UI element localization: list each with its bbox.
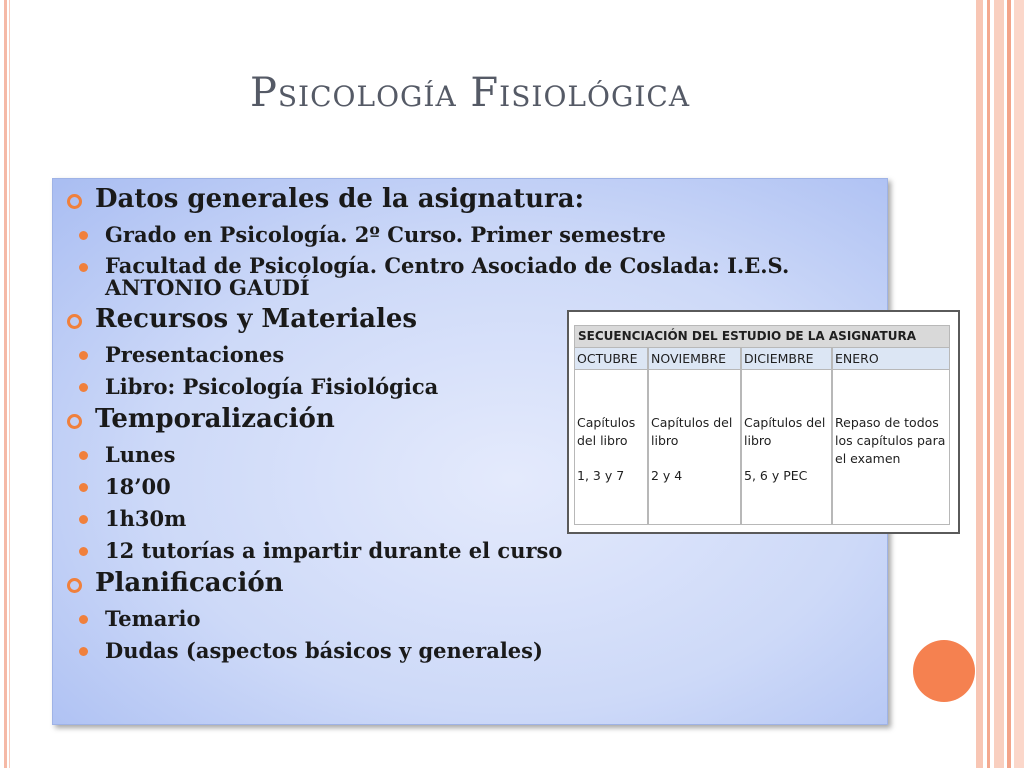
section-heading: Temporalización	[65, 403, 875, 435]
dot-bullet-icon	[79, 647, 88, 656]
ring-bullet-icon	[67, 578, 82, 593]
list-item: Temario	[35, 607, 875, 631]
month-header: DICIEMBRE	[741, 348, 832, 370]
section-heading: Recursos y Materiales	[65, 303, 875, 335]
ring-bullet-icon	[67, 314, 82, 329]
schedule-cell: Repaso de todos los capítulos para el examen	[832, 370, 950, 525]
schedule-table-image	[567, 310, 960, 534]
month-header: OCTUBRE	[574, 348, 648, 370]
slide-title: Psicología Fisiológica	[249, 70, 691, 116]
dot-bullet-icon	[79, 515, 88, 524]
section-heading: Datos generales de la asignatura:	[65, 183, 875, 215]
dot-bullet-icon	[79, 383, 88, 392]
schedule-header-row	[574, 348, 950, 370]
section-heading: Planificación	[65, 567, 875, 599]
month-header: NOVIEMBRE	[648, 348, 741, 370]
list-item: Facultad de Psicología. Centro Asociado de Coslada: I.E.S. ANTONIO GAUDÍ	[35, 255, 875, 299]
list-item: 18’00	[35, 475, 875, 499]
list-item: Libro: Psicología Fisiológica	[35, 375, 875, 399]
schedule-table	[574, 325, 950, 525]
decorative-circle	[913, 640, 975, 702]
dot-bullet-icon	[79, 483, 88, 492]
month-header: ENERO	[832, 348, 950, 370]
dot-bullet-icon	[79, 451, 88, 460]
list-item: 12 tutorías a impartir durante el curso	[35, 539, 875, 563]
schedule-title: SECUENCIACIÓN DEL ESTUDIO DE LA ASIGNATURA	[574, 325, 950, 348]
list-item: Presentaciones	[35, 343, 875, 367]
schedule-cell: Capítulos del libro 5, 6 y PEC	[741, 370, 832, 525]
dot-bullet-icon	[79, 547, 88, 556]
list-item: Grado en Psicología. 2º Curso. Primer semestre	[35, 223, 875, 247]
schedule-body-row	[574, 370, 950, 525]
ring-bullet-icon	[67, 194, 82, 209]
list-item: Lunes	[35, 443, 875, 467]
dot-bullet-icon	[79, 351, 88, 360]
schedule-cell: Capítulos del libro 2 y 4	[648, 370, 741, 525]
dot-bullet-icon	[79, 615, 88, 624]
ring-bullet-icon	[67, 414, 82, 429]
list-item: Dudas (aspectos básicos y generales)	[35, 639, 875, 663]
schedule-cell: Capítulos del libro 1, 3 y 7	[574, 370, 648, 525]
list-item: 1h30m	[35, 507, 875, 531]
dot-bullet-icon	[79, 263, 88, 272]
right-decorative-stripes	[974, 0, 1024, 768]
dot-bullet-icon	[79, 231, 88, 240]
